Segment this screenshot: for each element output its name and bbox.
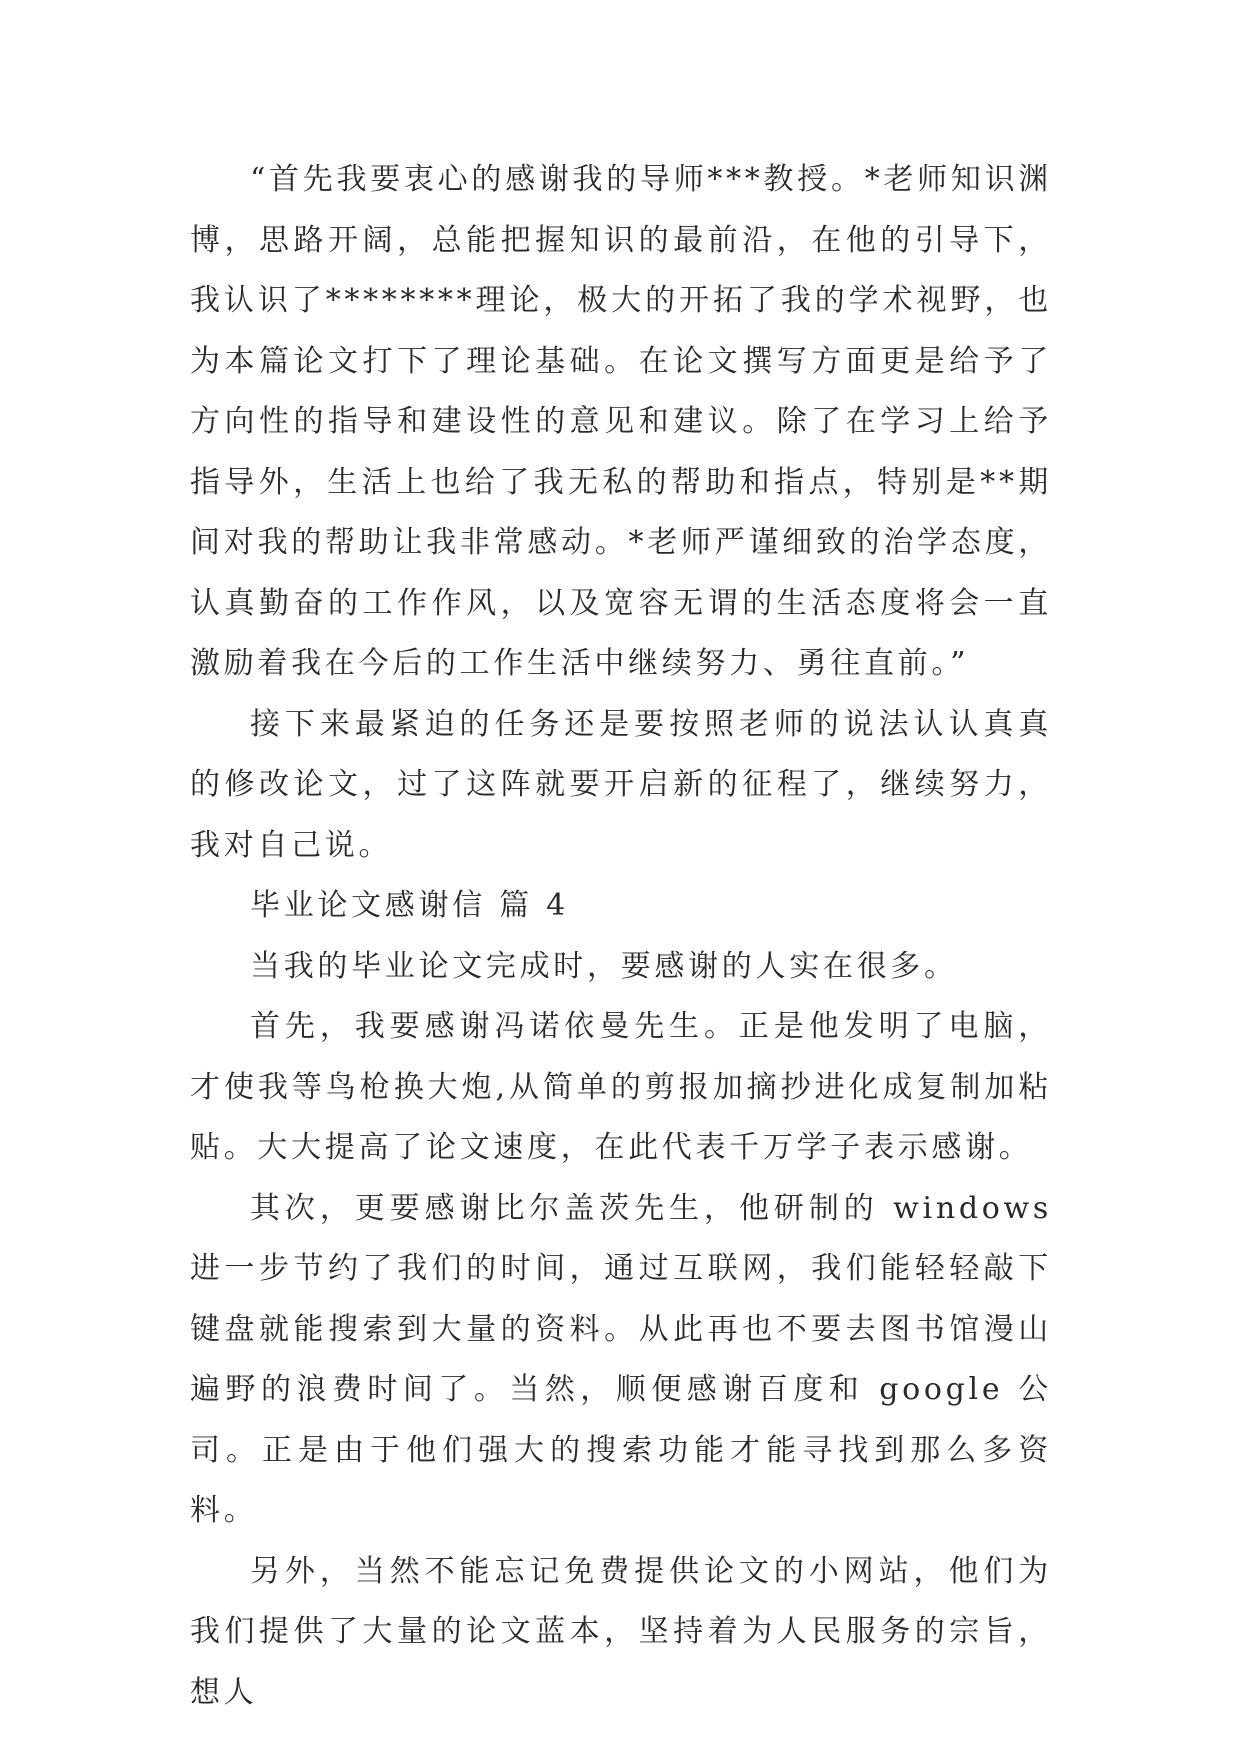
paragraph-advisor-thanks: “首先我要衷心的感谢我的导师***教授。*老师知识渊博，思路开阔，总能把握知识的最前沿，在他的引导下，我认识了********理论，极大的开拓了我的学术视野，也为本篇论文打下了理论基础。在论文撰写方面更是给予了方向性的指导和建设性的意见和建议。除了在学习上给予指导外，生活上也给了我无私的帮助和指点，特别是**期间对我的帮助让我非常感动。*老师严谨细致的治学态度，认真勤奋的工作作风，以及宽容无谓的生活态度将会一直激励着我在今后的工作生活中继续努力、勇往直前。”	[190, 162, 1052, 681]
document-body	[190, 150, 1052, 1723]
paragraph-next-task: 接下来最紧迫的任务还是要按照老师的说法认认真真的修改论文，过了这阵就要开启新的征程了，继续努力，我对自己说。	[190, 706, 1052, 863]
paragraph-thanks-bill-gates: 其次，更要感谢比尔盖茨先生，他研制的 windows 进一步节约了我们的时间，通过互联网，我们能轻轻敲下键盘就能搜索到大量的资料。从此再也不要去图书馆漫山遍野的浪费时间了。当然，顺便感谢百度和 google 公司。正是由于他们强大的搜索功能才能寻找到那么多资料。	[190, 1190, 1052, 1528]
paragraph-thanks-von-neumann: 首先，我要感谢冯诺依曼先生。正是他发明了电脑，才使我等鸟枪换大炮,从简单的剪报加摘抄进化成复制加粘贴。大大提高了论文速度，在此代表千万学子表示感谢。	[190, 1009, 1052, 1165]
section-heading: 毕业论文感谢信 篇 4	[250, 888, 569, 923]
paragraph-intro: 当我的毕业论文完成时，要感谢的人实在很多。	[250, 948, 958, 984]
paragraph-thanks-websites: 另外，当然不能忘记免费提供论文的小网站，他们为我们提供了大量的论文蓝本，坚持着为人民服务的宗旨，想人	[190, 1553, 1052, 1710]
